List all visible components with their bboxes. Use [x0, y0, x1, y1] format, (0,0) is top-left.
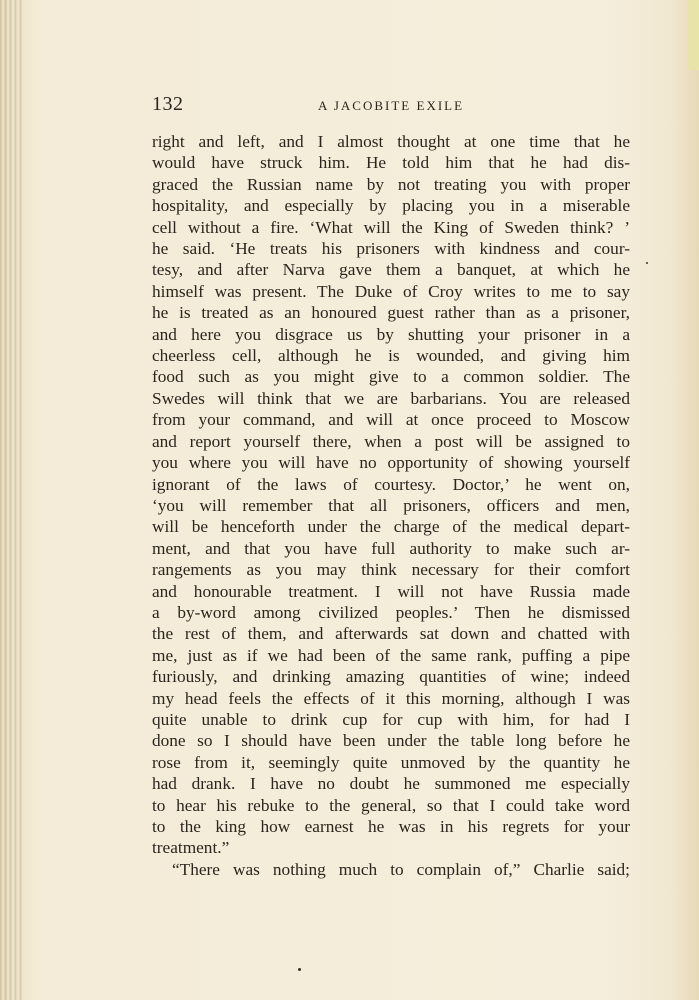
- text-line: treatment.”: [152, 838, 230, 858]
- text-line: ‘you will remember that all prisoners, officers and men,: [152, 495, 630, 515]
- text-line: and here you disgrace us by shutting your prisoner in a: [152, 324, 630, 344]
- text-line: done so I should have been under the table long before he: [152, 731, 630, 751]
- text-line: right and left, and I almost thought at one time that he: [152, 132, 630, 151]
- text-line: food such as you might give to a common soldier. The: [152, 367, 630, 387]
- text-line: hospitality, and especially by placing you in a miserable: [152, 196, 630, 216]
- text-line: cell without a fire. ‘What will the King of Sweden think? ’: [152, 217, 630, 237]
- text-line: from your command, and will at once proceed to Moscow: [152, 410, 630, 430]
- text-line: you where you will have no opportunity of showing yourself: [152, 453, 630, 473]
- text-line: rose from it, seemingly quite unmoved by the quantity he: [152, 752, 630, 772]
- text-line: to hear his rebuke to the general, so that I could take word: [152, 795, 630, 815]
- ink-speck: [298, 968, 301, 971]
- text-line: graced the Russian name by not treating you with proper: [152, 174, 630, 194]
- text-line: furiously, and drinking amazing quantities of wine; indeed: [152, 667, 630, 687]
- text-line: and honourable treatment. I will not have Russia made: [152, 581, 630, 601]
- page-edge-tint: [687, 0, 699, 70]
- text-line: himself was present. The Duke of Croy writes to me to say: [152, 281, 630, 301]
- text-line: “There was nothing much to complain of,” Charlie said;: [172, 859, 630, 879]
- text-line: tesy, and after Narva gave them a banquet, at which he: [152, 260, 630, 280]
- text-line: a by-word among civilized peoples.’ Then he dismissed: [152, 602, 630, 622]
- body-text: [152, 131, 630, 880]
- text-line: me, just as if we had been of the same rank, puffing a pipe: [152, 645, 630, 665]
- text-line: ment, and that you have full authority to make such ar-: [152, 538, 630, 558]
- text-line: and report yourself there, when a post will be assigned to: [152, 431, 630, 451]
- text-line: to the king how earnest he was in his regrets for your: [152, 817, 630, 836]
- text-line: he is treated as an honoured guest rather than as a prisoner,: [152, 303, 630, 323]
- page-number: 132: [152, 93, 184, 115]
- text-line: he said. ‘He treats his prisoners with kindness and cour-: [152, 239, 630, 259]
- text-line: ignorant of the laws of courtesy. Doctor,’ he went on,: [152, 474, 630, 494]
- page-header: [152, 93, 630, 119]
- text-line: Swedes will think that we are barbarians. You are released: [152, 388, 630, 408]
- text-line: would have struck him. He told him that he had dis-: [152, 153, 630, 173]
- text-line: will be henceforth under the charge of the medical depart-: [152, 517, 630, 537]
- text-line: quite unable to drink cup for cup with him, for had I: [152, 709, 630, 729]
- running-head: A JACOBITE EXILE: [317, 98, 465, 113]
- text-line: the rest of them, and afterwards sat down and chatted with: [152, 624, 630, 644]
- text-line: my head feels the effects of it this morning, although I was: [152, 688, 630, 708]
- ink-speck: [646, 262, 648, 264]
- text-line: rangements as you may think necessary for their comfort: [152, 560, 630, 580]
- text-line: cheerless cell, although he is wounded, and giving him: [152, 346, 630, 366]
- book-spine-shadow: [0, 0, 22, 1000]
- text-line: had drank. I have no doubt he summoned me especially: [152, 774, 630, 794]
